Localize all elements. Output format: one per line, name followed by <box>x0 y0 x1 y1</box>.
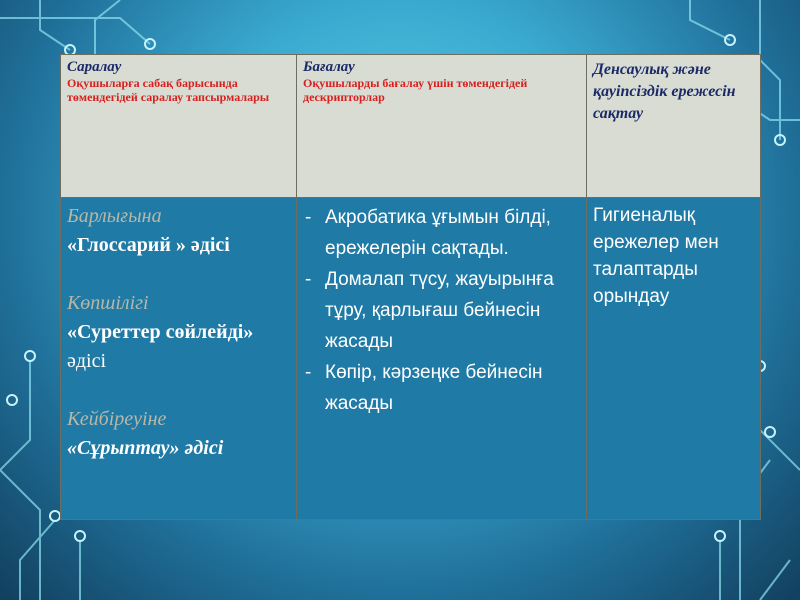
method-sorting: «Сұрыптау» әдісі <box>67 437 224 459</box>
group-label-most: Көпшілігі <box>67 292 149 314</box>
table-header-row <box>61 55 761 198</box>
header-health-safety-title: Денсаулық және қауіпсіздік ережесін сақтау <box>593 61 736 122</box>
method-glossary: «Глоссарий » әдісі <box>67 234 230 256</box>
list-item: - Домалап түсу, жауырынға тұру, қарлығаш бейнесін жасады <box>305 269 554 352</box>
health-safety-text: Гигиеналық ережелер мен талаптарды орындау <box>593 205 719 307</box>
table-body-row <box>61 198 761 520</box>
header-assessment <box>297 55 587 198</box>
list-item: - Акробатика ұғымын білді, ережелерін сақтады. <box>305 207 551 259</box>
header-differentiation-title: Саралау <box>67 59 122 75</box>
descriptor-list <box>303 202 580 419</box>
differentiation-cell <box>61 198 297 520</box>
header-assessment-title: Бағалау <box>303 59 355 75</box>
header-differentiation-subtitle: Оқушыларға сабақ барысында төмендегідей саралау тапсырмалары <box>67 76 270 104</box>
group-label-some: Кейбіреуіне <box>67 408 167 430</box>
method-pictures <box>67 318 290 376</box>
header-health-safety <box>587 55 761 198</box>
lesson-table <box>60 54 761 520</box>
group-label-all: Барлығына <box>67 205 162 227</box>
header-assessment-subtitle: Оқушыларды бағалау үшін төмендегідей дескрипторлар <box>303 76 528 104</box>
health-safety-cell <box>587 198 761 520</box>
header-differentiation <box>61 55 297 198</box>
list-item: - Көпір, кәрзеңке бейнесін жасады <box>305 362 543 414</box>
method-pictures-name: «Суреттер сөйлейді» <box>67 321 254 343</box>
method-pictures-suffix: әдісі <box>67 350 107 372</box>
assessment-cell <box>297 198 587 520</box>
